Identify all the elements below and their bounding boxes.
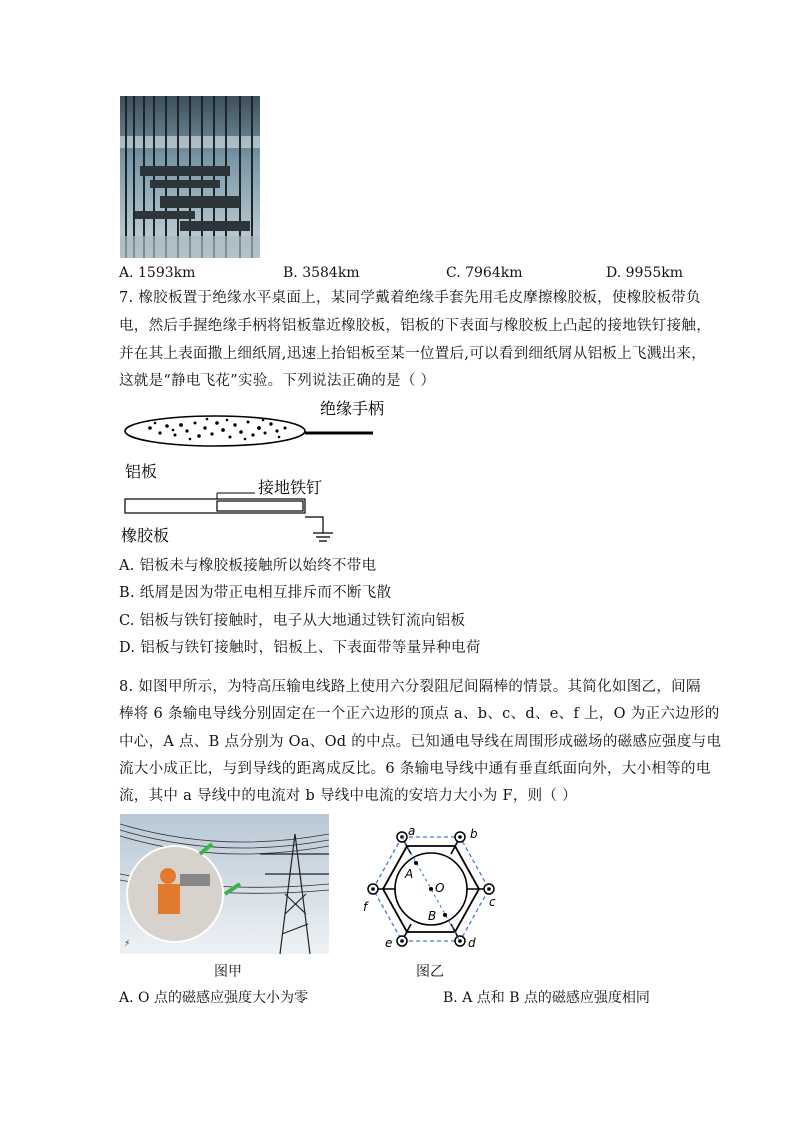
label-c: c	[489, 895, 496, 909]
q8-line-5: 流，其中 a 导线中的电流对 b 导线中电流的安培力大小为 F，则（ ）	[119, 788, 577, 804]
q7-line-2: 电，然后手握绝缘手柄将铝板靠近橡胶板，铝板的下表面与橡胶板上凸起的接地铁钉接触，	[119, 318, 711, 334]
q7-line-1: 7. 橡胶板置于绝缘水平桌面上，某同学戴着绝缘手套先用毛皮摩擦橡胶板，使橡胶板带负	[119, 290, 701, 306]
q8-fig-b-hexagon	[355, 824, 515, 954]
q8-fig-a-drawing	[120, 814, 329, 954]
q8-fig-a-caption: 图甲	[214, 964, 242, 980]
q6-photo	[120, 96, 260, 258]
q6-option-a: A. 1593km	[119, 265, 196, 281]
label-b: b	[470, 827, 478, 841]
q8-line-2: 棒将 6 条输电导线分别固定在一个正六边形的顶点 a、b、c、d、e、f 上，O 为正六边形的	[119, 706, 720, 722]
svg-text:⚡: ⚡	[124, 939, 131, 949]
label-f: f	[363, 900, 368, 914]
label-B: B	[428, 909, 437, 923]
q8-option-a: A. O 点的磁感应强度大小为零	[119, 990, 308, 1006]
q8-line-3: 中心，A 点、B 点分别为 Oa、Od 的中点。已知通电导线在周围形成磁场的磁感应强度与电	[119, 734, 722, 750]
q7-line-3: 并在其上表面撒上细纸屑,迅速上抬铝板至某一位置后,可以看到细纸屑从铝板上飞溅出来，	[119, 346, 707, 362]
q7-option-b: B. 纸屑是因为带正电相互排斥而不断飞散	[119, 585, 392, 601]
handle-label: 绝缘手柄	[320, 399, 385, 418]
q6-photo-drawing	[120, 96, 260, 258]
label-d: d	[468, 936, 476, 950]
q6-option-c: C. 7964km	[446, 265, 523, 281]
label-e: e	[385, 936, 393, 950]
q7-option-d: D. 铝板与铁钉接触时，铝板上、下表面带等量异种电荷	[119, 640, 481, 656]
grounded-nail	[217, 501, 303, 511]
q8-fig-b-caption: 图乙	[416, 964, 444, 980]
q6-option-b: B. 3584km	[283, 265, 360, 281]
label-A: A	[405, 867, 414, 881]
q6-option-d: D. 9955km	[606, 265, 684, 281]
rubber-label: 橡胶板	[121, 526, 170, 545]
q8-line-1: 8. 如图甲所示，为特高压输电线路上使用六分裂阻尼间隔棒的情景。其简化如图乙，间隔	[119, 679, 701, 695]
label-a: a	[408, 824, 416, 838]
q8-option-b: B. A 点和 B 点的磁感应强度相同	[443, 990, 650, 1006]
q8-fig-a-photo	[120, 814, 329, 954]
q7-diagram	[115, 395, 385, 555]
label-O: O	[435, 881, 445, 895]
q7-option-c: C. 铝板与铁钉接触时，电子从大地通过铁钉流向铝板	[119, 613, 466, 629]
plate-label: 铝板	[125, 462, 158, 481]
nail-label: 接地铁钉	[258, 478, 323, 497]
ground-symbol	[313, 533, 333, 541]
q8-line-4: 流大小成正比，与到导线的距离成反比。6 条输电导线中通有垂直纸面向外，大小相等的电	[119, 761, 711, 777]
q7-line-4: 这就是“静电飞花”实验。下列说法正确的是（ ）	[119, 373, 436, 389]
q7-option-a: A. 铝板未与橡胶板接触所以始终不带电	[119, 558, 377, 574]
